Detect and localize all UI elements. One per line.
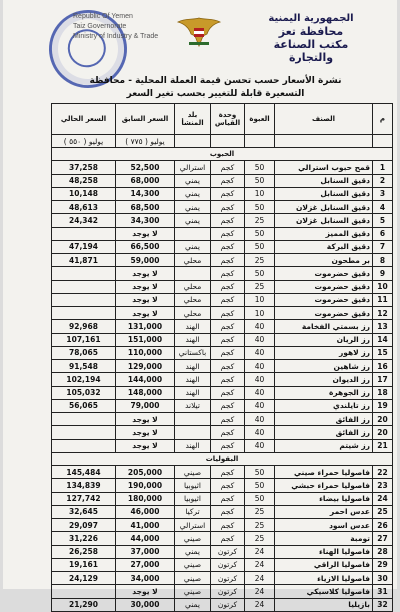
row-pack: 40	[245, 373, 275, 386]
table-row	[52, 466, 393, 479]
row-item: فاصوليا الراقي	[275, 558, 373, 571]
col-prev-price	[116, 104, 175, 135]
row-cur-price: 127,742	[52, 492, 116, 505]
row-number: 2	[373, 174, 393, 187]
row-unit: كجم	[211, 201, 245, 214]
header-english	[73, 12, 163, 42]
row-number: 24	[373, 492, 393, 505]
table-row	[52, 320, 393, 333]
row-pack: 50	[245, 267, 275, 280]
row-pack: 10	[245, 293, 275, 306]
row-origin: يمني	[175, 187, 211, 200]
row-pack: 50	[245, 174, 275, 187]
row-unit: كجم	[211, 187, 245, 200]
row-number: 10	[373, 280, 393, 293]
row-pack: 25	[245, 254, 275, 267]
row-pack: 10	[245, 307, 275, 320]
col-unit: وحدة القياس	[211, 104, 245, 135]
table-row	[52, 439, 393, 452]
section-row	[52, 452, 393, 465]
row-pack: 40	[245, 399, 275, 412]
row-pack: 40	[245, 413, 275, 426]
row-unit: كجم	[211, 439, 245, 452]
row-item: عدس اسود	[275, 519, 373, 532]
row-unit: كرتون	[211, 558, 245, 571]
row-origin: استرالي	[175, 519, 211, 532]
row-item: رز الديوان	[275, 373, 373, 386]
row-number: 19	[373, 399, 393, 412]
row-prev-price: 30,000	[116, 598, 175, 611]
row-item: دقيق السنابل غزلان	[275, 214, 373, 227]
row-item: دقيق السنابل	[275, 174, 373, 187]
row-pack: 40	[245, 426, 275, 439]
row-pack: 10	[245, 187, 275, 200]
table-row	[52, 426, 393, 439]
table-row	[52, 399, 393, 412]
row-pack: 40	[245, 346, 275, 359]
row-origin: يمني	[175, 545, 211, 558]
row-pack: 40	[245, 386, 275, 399]
row-prev-price: 131,000	[116, 320, 175, 333]
row-pack: 50	[245, 479, 275, 492]
table-row	[52, 479, 393, 492]
row-item: قمح حبوب استرالي	[275, 161, 373, 174]
row-item: رز لاهور	[275, 346, 373, 359]
table-row	[52, 333, 393, 346]
table-row	[52, 227, 393, 240]
header-english-line2: Taiz Governorate	[73, 23, 127, 30]
row-cur-price: 145,484	[52, 466, 116, 479]
row-prev-price: 151,000	[116, 333, 175, 346]
row-prev-price: 190,000	[116, 479, 175, 492]
row-cur-price	[52, 439, 116, 452]
row-number: 4	[373, 201, 393, 214]
row-cur-price: 91,548	[52, 360, 116, 373]
row-pack: 24	[245, 545, 275, 558]
row-number: 16	[373, 360, 393, 373]
row-item: رز الفائق	[275, 426, 373, 439]
header-english-line3: Ministry of Industry & Trade	[73, 33, 159, 40]
row-cur-price: 31,226	[52, 532, 116, 545]
row-origin: صيني	[175, 466, 211, 479]
row-prev-price: 110,000	[116, 346, 175, 359]
col-origin: بلد المنشأ	[175, 104, 211, 135]
row-origin: تيلاند	[175, 399, 211, 412]
row-origin	[175, 227, 211, 240]
col-cur-price-label: السعر الحالي	[60, 115, 107, 123]
row-prev-price: 68,000	[116, 174, 175, 187]
row-item: رز شيتم	[275, 439, 373, 452]
row-item: تومبة	[275, 532, 373, 545]
row-prev-price: لا يوجد	[116, 227, 175, 240]
row-unit: كجم	[211, 386, 245, 399]
row-item: بر مطحون	[275, 254, 373, 267]
row-pack: 50	[245, 240, 275, 253]
row-unit: كجم	[211, 373, 245, 386]
row-origin: استرالي	[175, 161, 211, 174]
table-row	[52, 386, 393, 399]
row-item: رز الفائق	[275, 413, 373, 426]
row-origin: يمني	[175, 174, 211, 187]
row-origin: تركيا	[175, 505, 211, 518]
row-pack: 40	[245, 439, 275, 452]
row-number: 14	[373, 333, 393, 346]
yemen-eagle-emblem-icon	[175, 14, 223, 50]
row-unit: كرتون	[211, 598, 245, 611]
col-item: الصنف	[275, 104, 373, 135]
row-cur-price	[52, 227, 116, 240]
row-pack: 24	[245, 572, 275, 585]
row-unit: كجم	[211, 174, 245, 187]
section-title: الحبوب	[52, 148, 393, 161]
row-number: 22	[373, 466, 393, 479]
row-prev-price: 79,000	[116, 399, 175, 412]
table-row	[52, 413, 393, 426]
table-row	[52, 532, 393, 545]
row-cur-price	[52, 585, 116, 598]
row-item: دقيق المميز	[275, 227, 373, 240]
col-number: م	[373, 104, 393, 135]
table-row	[52, 585, 393, 598]
row-number: 28	[373, 545, 393, 558]
row-cur-price	[52, 413, 116, 426]
row-item: دقيق حضرموت	[275, 293, 373, 306]
table-row	[52, 214, 393, 227]
table-row	[52, 572, 393, 585]
row-origin: اثيوبيا	[175, 492, 211, 505]
row-item: دقيق حضرموت	[275, 280, 373, 293]
row-pack: 40	[245, 320, 275, 333]
row-number: 18	[373, 386, 393, 399]
row-pack: 40	[245, 333, 275, 346]
table-row	[52, 240, 393, 253]
row-prev-price: 37,000	[116, 545, 175, 558]
row-unit: كجم	[211, 532, 245, 545]
row-item: عدس احمر	[275, 505, 373, 518]
row-item: فاصوليا الازياء	[275, 572, 373, 585]
col-prev-price-label: السعر السابق	[121, 115, 169, 123]
table-row	[52, 267, 393, 280]
row-item: فاصوليا بيضاء	[275, 492, 373, 505]
row-origin: الهند	[175, 373, 211, 386]
row-unit: كجم	[211, 360, 245, 373]
row-cur-price: 48,613	[52, 201, 116, 214]
table-row	[52, 373, 393, 386]
price-bulletin-page	[3, 0, 397, 610]
row-cur-price: 32,645	[52, 505, 116, 518]
row-prev-price: لا يوجد	[116, 307, 175, 320]
col-pack: العبوة	[245, 104, 275, 135]
row-origin: صيني	[175, 558, 211, 571]
table-row	[52, 545, 393, 558]
row-cur-price	[52, 293, 116, 306]
table-row	[52, 187, 393, 200]
row-number: 3	[373, 187, 393, 200]
row-unit: كجم	[211, 466, 245, 479]
row-item: فاصوليا حمراء صيني	[275, 466, 373, 479]
row-prev-price: لا يوجد	[116, 280, 175, 293]
row-prev-price: 129,000	[116, 360, 175, 373]
row-prev-price: 46,000	[116, 505, 175, 518]
row-number: 32	[373, 598, 393, 611]
row-prev-price: لا يوجد	[116, 439, 175, 452]
header-arabic	[265, 12, 357, 64]
row-prev-price: 34,300	[116, 214, 175, 227]
row-item: رز بسمتي الفخامة	[275, 320, 373, 333]
row-origin: الهند	[175, 439, 211, 452]
table-header-row	[52, 104, 393, 135]
table-row	[52, 360, 393, 373]
row-cur-price	[52, 267, 116, 280]
row-prev-price: 52,500	[116, 161, 175, 174]
row-cur-price: 26,258	[52, 545, 116, 558]
row-item: رز شاهين	[275, 360, 373, 373]
row-prev-price: 148,000	[116, 386, 175, 399]
row-cur-price: 78,065	[52, 346, 116, 359]
header-english-line1: Republic Of Yemen	[73, 13, 133, 20]
row-pack: 50	[245, 466, 275, 479]
row-number: 26	[373, 519, 393, 532]
row-unit: كجم	[211, 214, 245, 227]
table-row	[52, 519, 393, 532]
row-unit: كجم	[211, 399, 245, 412]
row-origin: يمني	[175, 240, 211, 253]
row-unit: كجم	[211, 333, 245, 346]
row-origin: يمني	[175, 598, 211, 611]
row-unit: كرتون	[211, 585, 245, 598]
row-number: 20	[373, 413, 393, 426]
row-pack: 24	[245, 598, 275, 611]
row-number: 7	[373, 240, 393, 253]
row-pack: 25	[245, 519, 275, 532]
row-pack: 25	[245, 280, 275, 293]
row-cur-price: 41,871	[52, 254, 116, 267]
row-origin: محلي	[175, 254, 211, 267]
row-number: 29	[373, 558, 393, 571]
row-number: 12	[373, 307, 393, 320]
row-origin	[175, 426, 211, 439]
row-origin: الهند	[175, 386, 211, 399]
row-item: فاصوليا حمراء حبشي	[275, 479, 373, 492]
bulletin-subtitle: التسعيرة قابلة للتغيير بحسب تغير السعر	[126, 89, 305, 99]
row-cur-price: 10,148	[52, 187, 116, 200]
row-cur-price: 105,032	[52, 386, 116, 399]
row-pack: 24	[245, 585, 275, 598]
row-unit: كجم	[211, 254, 245, 267]
row-cur-price: 107,161	[52, 333, 116, 346]
row-item: فاصوليا كلاسيكي	[275, 585, 373, 598]
row-prev-price: 68,500	[116, 201, 175, 214]
row-prev-price: 34,000	[116, 572, 175, 585]
row-origin: محلي	[175, 293, 211, 306]
row-origin: يمني	[175, 201, 211, 214]
table-row	[52, 346, 393, 359]
table-row	[52, 307, 393, 320]
row-cur-price: 134,839	[52, 479, 116, 492]
section-title: البقوليات	[52, 452, 393, 465]
row-item: دقيق السنابل	[275, 187, 373, 200]
row-pack: 50	[245, 227, 275, 240]
row-unit: كجم	[211, 320, 245, 333]
row-origin: يمني	[175, 214, 211, 227]
row-cur-price: 56,065	[52, 399, 116, 412]
row-origin: الهند	[175, 320, 211, 333]
row-prev-price: 180,000	[116, 492, 175, 505]
row-item: رز الريان	[275, 333, 373, 346]
row-number: 5	[373, 214, 393, 227]
row-pack: 24	[245, 558, 275, 571]
row-item: دقيق حضرموت	[275, 307, 373, 320]
table-row	[52, 558, 393, 571]
row-prev-price: 66,500	[116, 240, 175, 253]
row-number: 21	[373, 439, 393, 452]
row-cur-price: 21,290	[52, 598, 116, 611]
row-origin: صيني	[175, 572, 211, 585]
row-cur-price	[52, 426, 116, 439]
row-pack: 50	[245, 201, 275, 214]
row-prev-price: لا يوجد	[116, 293, 175, 306]
row-unit: كجم	[211, 227, 245, 240]
row-number: 23	[373, 479, 393, 492]
row-number: 6	[373, 227, 393, 240]
row-number: 17	[373, 373, 393, 386]
row-origin	[175, 413, 211, 426]
col-cur-price	[52, 104, 116, 135]
row-origin: محلي	[175, 280, 211, 293]
row-prev-price: 144,000	[116, 373, 175, 386]
row-cur-price	[52, 307, 116, 320]
row-item: دقيق السنابل غزلان	[275, 201, 373, 214]
row-origin: باكستاني	[175, 346, 211, 359]
row-number: 27	[373, 532, 393, 545]
row-cur-price	[52, 280, 116, 293]
header-arabic-line1: الجمهورية اليمنية	[268, 13, 354, 24]
table-row	[52, 174, 393, 187]
table-row	[52, 492, 393, 505]
row-origin: اثيوبيا	[175, 479, 211, 492]
table-row	[52, 598, 393, 611]
row-prev-price: 41,000	[116, 519, 175, 532]
row-cur-price: 37,258	[52, 161, 116, 174]
row-number: 20	[373, 426, 393, 439]
row-prev-price: لا يوجد	[116, 585, 175, 598]
row-item: رز الجوهرة	[275, 386, 373, 399]
table-date-row	[52, 135, 393, 148]
row-pack: 25	[245, 214, 275, 227]
row-item: رز تايلندي	[275, 399, 373, 412]
row-number: 15	[373, 346, 393, 359]
row-prev-price: لا يوجد	[116, 426, 175, 439]
row-cur-price: 24,129	[52, 572, 116, 585]
row-cur-price: 102,194	[52, 373, 116, 386]
row-pack: 50	[245, 161, 275, 174]
row-unit: كجم	[211, 307, 245, 320]
row-pack: 25	[245, 505, 275, 518]
bulletin-title: نشرة الأسعار حسب تحسن قيمة العملة المحلية - محافظة	[89, 76, 342, 86]
row-unit: كجم	[211, 240, 245, 253]
row-number: 8	[373, 254, 393, 267]
row-item: دقيق البركة	[275, 240, 373, 253]
row-unit: كرتون	[211, 572, 245, 585]
row-prev-price: 14,300	[116, 187, 175, 200]
row-unit: كجم	[211, 519, 245, 532]
row-number: 31	[373, 585, 393, 598]
row-number: 25	[373, 505, 393, 518]
table-row	[52, 293, 393, 306]
row-pack: 40	[245, 360, 275, 373]
row-cur-price: 29,097	[52, 519, 116, 532]
row-number: 9	[373, 267, 393, 280]
row-item: دقيق حضرموت	[275, 267, 373, 280]
row-unit: كرتون	[211, 545, 245, 558]
row-cur-price: 47,194	[52, 240, 116, 253]
cur-date: يوليو ( ٥٥٠ )	[52, 135, 116, 148]
table-row	[52, 505, 393, 518]
row-origin	[175, 267, 211, 280]
table-row	[52, 254, 393, 267]
row-unit: كجم	[211, 267, 245, 280]
section-row	[52, 148, 393, 161]
row-cur-price: 92,968	[52, 320, 116, 333]
row-prev-price: 205,000	[116, 466, 175, 479]
header-arabic-line2: محافظة تعز	[278, 25, 344, 38]
row-prev-price: 59,000	[116, 254, 175, 267]
row-pack: 50	[245, 492, 275, 505]
row-prev-price: لا يوجد	[116, 267, 175, 280]
row-unit: كجم	[211, 479, 245, 492]
table-row	[52, 280, 393, 293]
row-unit: كجم	[211, 280, 245, 293]
row-prev-price: 44,000	[116, 532, 175, 545]
row-prev-price: لا يوجد	[116, 413, 175, 426]
header-arabic-line3: مكتب الصناعة والتجارة	[273, 38, 349, 64]
row-item: بازيليا	[275, 598, 373, 611]
row-origin: الهند	[175, 333, 211, 346]
row-unit: كجم	[211, 161, 245, 174]
row-number: 13	[373, 320, 393, 333]
row-origin: صيني	[175, 585, 211, 598]
row-origin: صيني	[175, 532, 211, 545]
table-row	[52, 161, 393, 174]
row-unit: كجم	[211, 492, 245, 505]
row-unit: كجم	[211, 505, 245, 518]
row-number: 30	[373, 572, 393, 585]
row-cur-price: 48,258	[52, 174, 116, 187]
row-origin: الهند	[175, 360, 211, 373]
row-number: 1	[373, 161, 393, 174]
row-prev-price: 27,000	[116, 558, 175, 571]
row-item: فاصوليا الهناء	[275, 545, 373, 558]
row-origin: محلي	[175, 307, 211, 320]
row-unit: كجم	[211, 346, 245, 359]
row-unit: كجم	[211, 293, 245, 306]
row-pack: 25	[245, 532, 275, 545]
row-unit: كجم	[211, 413, 245, 426]
table-row	[52, 201, 393, 214]
row-cur-price: 19,161	[52, 558, 116, 571]
prev-date: يوليو ( ٧٧٥ )	[116, 135, 175, 148]
price-table	[51, 103, 393, 612]
row-number: 11	[373, 293, 393, 306]
row-unit: كجم	[211, 426, 245, 439]
row-cur-price: 24,342	[52, 214, 116, 227]
